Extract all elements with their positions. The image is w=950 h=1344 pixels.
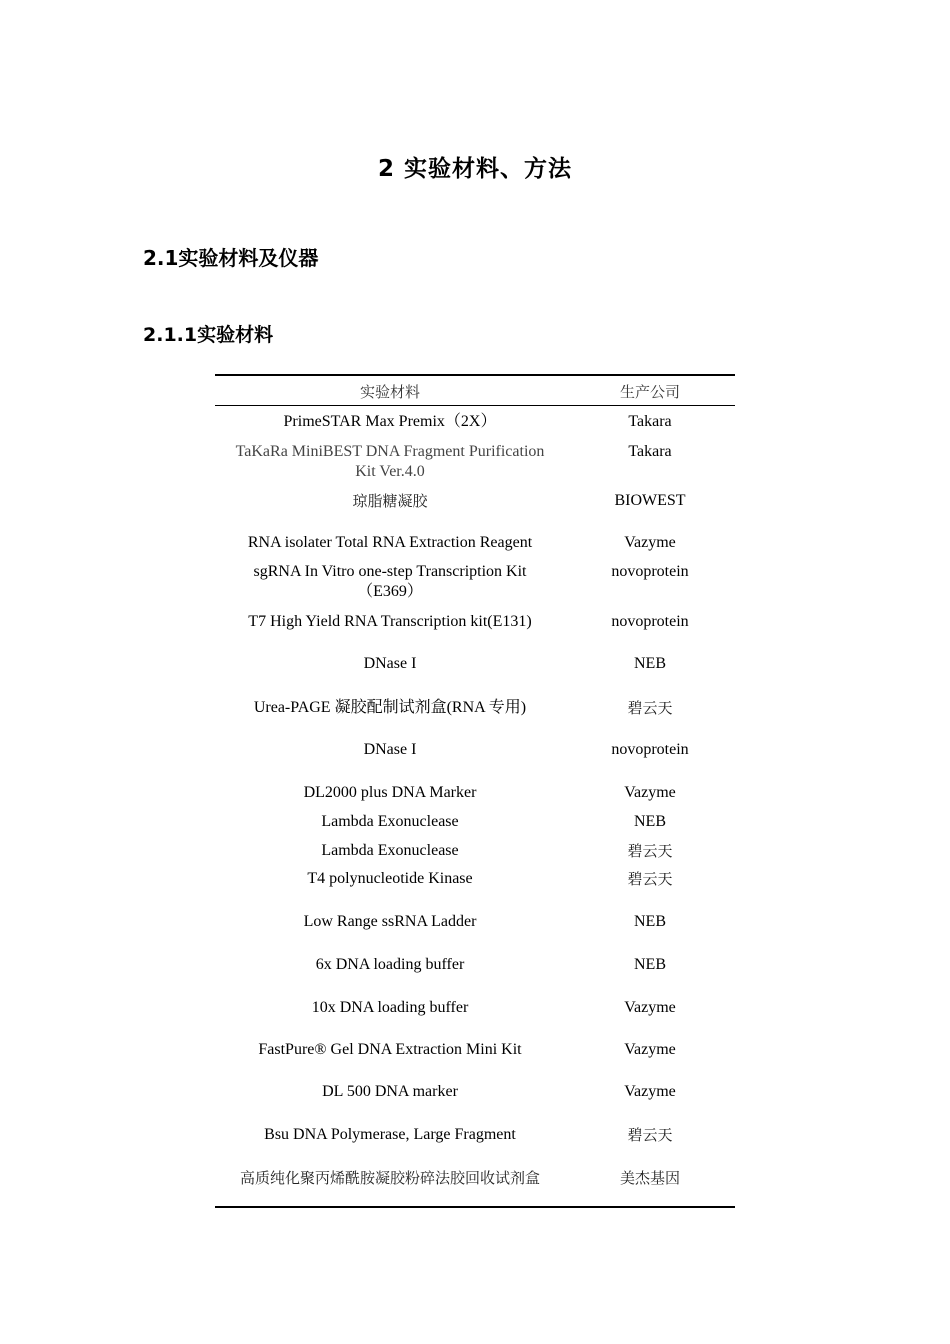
material-cell: 10x DNA loading buffer (311, 999, 469, 1016)
company-cell: Takara (628, 443, 672, 460)
company-cell: 碧云天 (627, 699, 673, 717)
material-cell: Lambda Exonuclease (321, 842, 459, 859)
material-cell: DL 500 DNA marker (322, 1083, 458, 1100)
company-cell: 碧云天 (627, 870, 673, 888)
material-cell: DL2000 plus DNA Marker (303, 784, 477, 801)
material-cell: 琼脂糖凝胶 (352, 492, 428, 510)
header-material: 实验材料 (359, 383, 420, 401)
materials-table (215, 374, 735, 1208)
company-cell: Vazyme (624, 784, 676, 801)
material-cell: TaKaRa MiniBEST DNA Fragment Purification Kit Ver.4.0 (235, 443, 545, 480)
material-cell: Bsu DNA Polymerase, Large Fragment (264, 1126, 516, 1143)
company-cell: Vazyme (624, 1041, 676, 1058)
material-cell: T4 polynucleotide Kinase (307, 870, 473, 887)
material-cell: Urea-PAGE 凝胶配制试剂盒(RNA 专用) (253, 699, 527, 716)
subsection-title: 2.1.1实验材料 (143, 324, 274, 346)
material-cell: 高质纯化聚丙烯酰胺凝胶粉碎法胶回收试剂盒 (239, 1169, 540, 1187)
material-cell: 6x DNA loading buffer (315, 956, 465, 973)
material-cell: Low Range ssRNA Ladder (303, 913, 477, 930)
material-cell: PrimeSTAR Max Premix（2X） (283, 413, 497, 430)
material-cell: Lambda Exonuclease (321, 813, 459, 830)
company-cell: Takara (628, 413, 672, 430)
material-cell: sgRNA In Vitro one-step Transcription Kit（E369） (253, 563, 527, 600)
company-cell: 美杰基因 (619, 1169, 680, 1187)
header-company: 生产公司 (619, 383, 680, 401)
company-cell: Vazyme (624, 999, 676, 1016)
company-cell: 碧云天 (627, 842, 673, 860)
company-cell: Vazyme (624, 1083, 676, 1100)
material-cell: DNase I (363, 741, 417, 758)
company-cell: NEB (634, 813, 666, 830)
company-cell: NEB (634, 956, 666, 973)
material-cell: T7 High Yield RNA Transcription kit(E131) (248, 613, 532, 630)
company-cell: Vazyme (624, 534, 676, 551)
company-cell: BIOWEST (614, 492, 686, 509)
material-cell: RNA isolater Total RNA Extraction Reagent (247, 534, 533, 551)
material-cell: DNase I (363, 655, 417, 672)
table-header-row (215, 376, 735, 406)
company-cell: novoprotein (611, 741, 689, 758)
company-cell: novoprotein (611, 613, 689, 630)
company-cell: 碧云天 (627, 1126, 673, 1144)
company-cell: novoprotein (611, 563, 689, 580)
company-cell: NEB (634, 913, 666, 930)
chapter-title: 2 实验材料、方法 (377, 156, 572, 182)
section-title: 2.1实验材料及仪器 (143, 246, 319, 270)
material-cell: FastPure® Gel DNA Extraction Mini Kit (258, 1041, 522, 1058)
company-cell: NEB (634, 655, 666, 672)
